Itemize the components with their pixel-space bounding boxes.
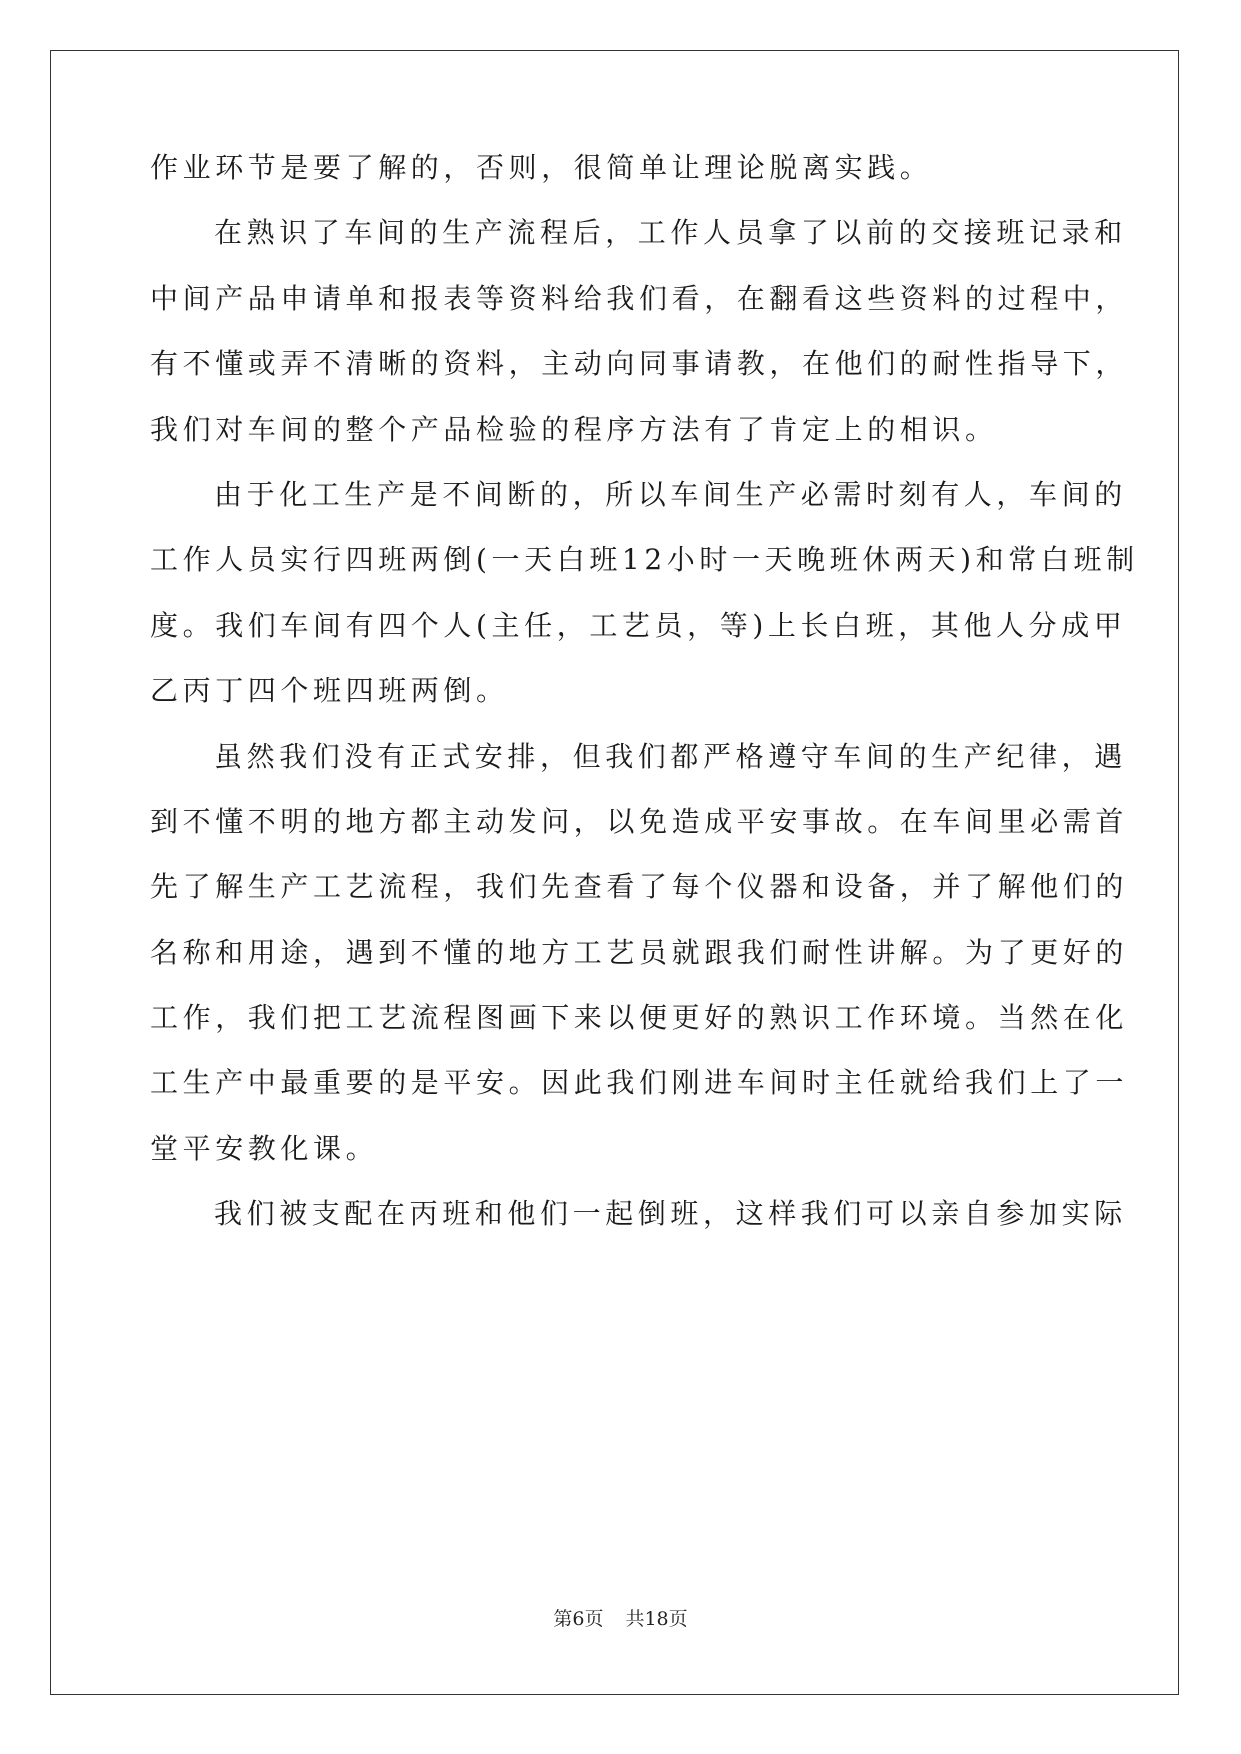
- text-line: 由于化工生产是不间断的，所以车间生产必需时刻有人，车间的: [214, 477, 1127, 511]
- text-line: 先了解生产工艺流程，我们先查看了每个仪器和设备，并了解他们的: [150, 870, 1129, 904]
- text-line: 到不懂不明的地方都主动发问，以免造成平安事故。在车间里必需首: [150, 804, 1129, 838]
- page-number: 第6页: [553, 1608, 604, 1630]
- page-footer: [0, 1604, 1241, 1631]
- text-line: 中间产品申请单和报表等资料给我们看，在翻看这些资料的过程中，: [150, 281, 1129, 315]
- text-line: 有不懂或弄不清晰的资料，主动向同事请教，在他们的耐性指导下，: [150, 347, 1129, 381]
- text-line: 工生产中最重要的是平安。因此我们刚进车间时主任就给我们上了一: [150, 1066, 1129, 1100]
- text-line: 度。我们车间有四个人(主任，工艺员，等)上长白班，其他人分成甲: [150, 608, 1127, 642]
- document-body: [150, 150, 1139, 1262]
- text-line: 虽然我们没有正式安排，但我们都严格遵守车间的生产纪律，遇: [214, 739, 1127, 773]
- text-line: 我们被支配在丙班和他们一起倒班，这样我们可以亲自参加实际: [214, 1197, 1127, 1231]
- text-line: 名称和用途，遇到不懂的地方工艺员就跟我们耐性讲解。为了更好的: [150, 935, 1129, 969]
- text-line: 我们对车间的整个产品检验的程序方法有了肯定上的相识。: [150, 412, 998, 446]
- text-line: 堂平安教化课。: [150, 1131, 379, 1165]
- page-total: 共18页: [625, 1608, 688, 1630]
- text-line: 在熟识了车间的生产流程后，工作人员拿了以前的交接班记录和: [214, 216, 1127, 250]
- text-line: 工作人员实行四班两倒(一天白班12小时一天晚班休两天)和常白班制: [150, 543, 1139, 577]
- text-line: 工作，我们把工艺流程图画下来以便更好的熟识工作环境。当然在化: [150, 1001, 1129, 1035]
- text-line: 乙丙丁四个班四班两倒。: [150, 674, 509, 708]
- text-line: 作业环节是要了解的，否则，很简单让理论脱离实践。: [150, 151, 933, 184]
